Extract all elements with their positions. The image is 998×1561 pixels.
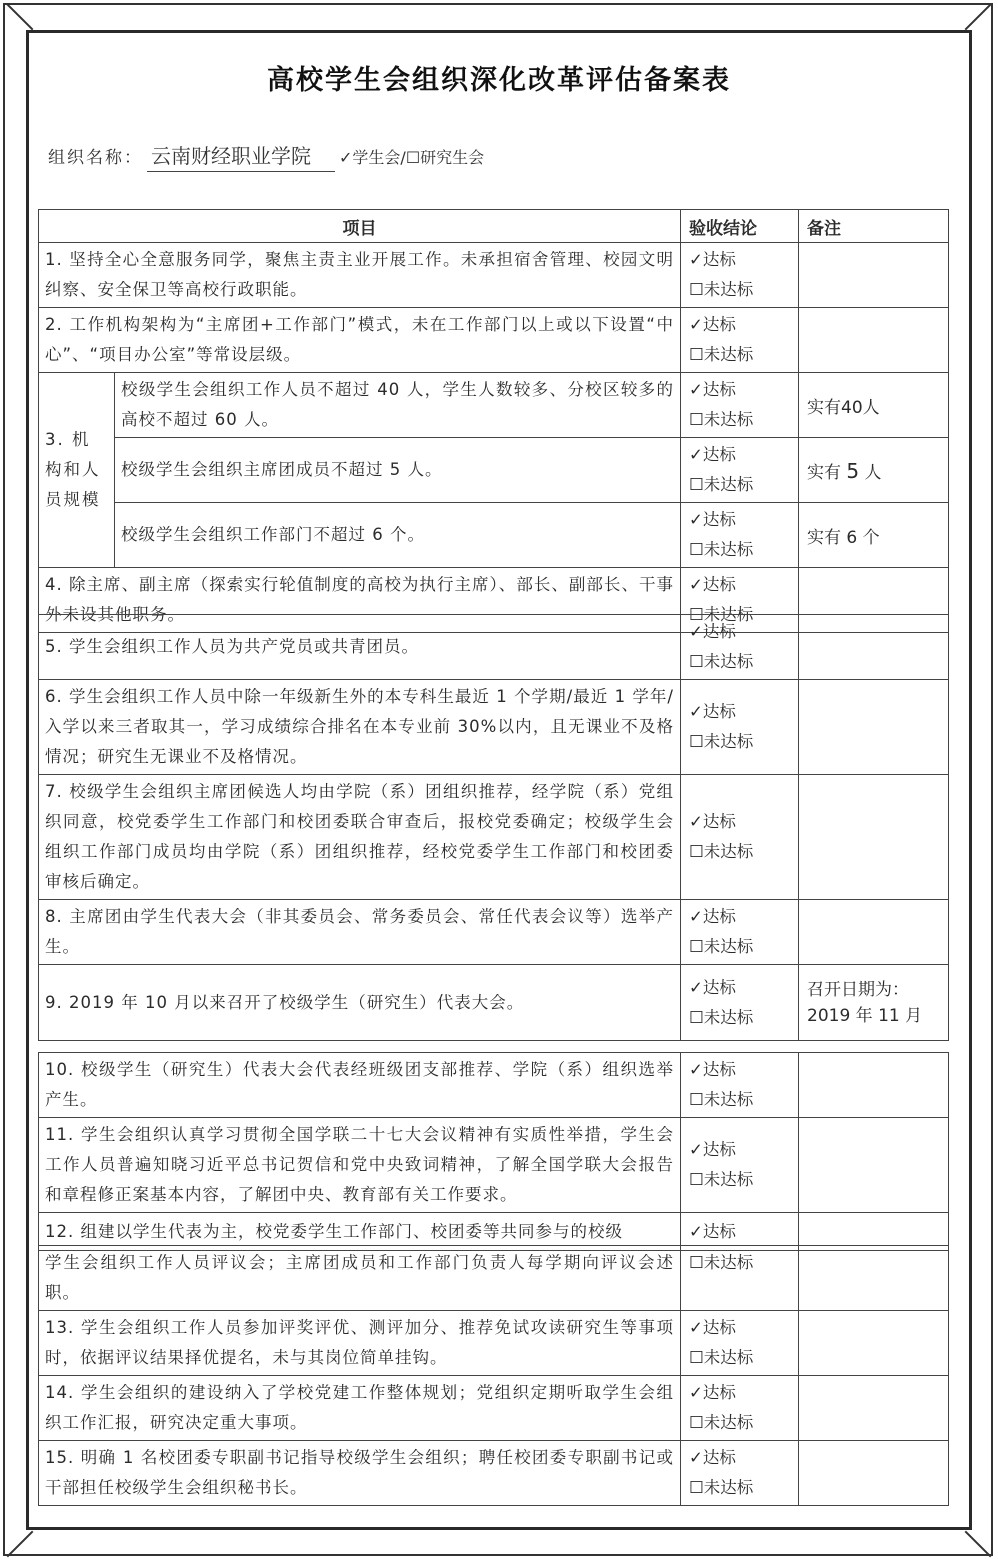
org-type-graduate-union[interactable]: ☐研究生会	[405, 148, 485, 167]
note-cell	[799, 775, 949, 900]
fail-checkbox[interactable]: ☐未达标	[689, 605, 754, 624]
item3-label: 3. 机构和人员规模	[39, 373, 115, 568]
table-row	[39, 243, 949, 308]
table-row	[39, 1441, 949, 1506]
result-cell	[681, 438, 799, 503]
header-note: 备注	[799, 210, 949, 243]
note-count: 40	[841, 397, 863, 418]
fail-checkbox[interactable]: ☐未达标	[689, 410, 754, 429]
item-text: 15. 明确 1 名校团委专职副书记指导校级学生会组织；聘任校团委专职副书记或干部担任校级学生会组织秘书长。	[39, 1441, 681, 1506]
organization-line	[48, 140, 484, 172]
result-cell	[681, 615, 799, 680]
fail-checkbox[interactable]: ☐未达标	[689, 280, 754, 299]
note-cell	[799, 1246, 949, 1311]
header-item: 项目	[39, 210, 681, 243]
pass-checkbox[interactable]: ✓达标	[689, 380, 736, 399]
note-count: 6	[846, 527, 858, 548]
assessment-table-part2	[38, 614, 949, 1041]
result-cell	[681, 1118, 799, 1213]
table-row	[39, 900, 949, 965]
table-row	[39, 438, 949, 503]
document-title: 高校学生会组织深化改革评估备案表	[267, 65, 731, 96]
table-row	[39, 308, 949, 373]
note-cell	[799, 900, 949, 965]
fail-checkbox[interactable]: ☐未达标	[689, 1007, 754, 1027]
meeting-date: 2019 年 11 月	[807, 1005, 923, 1026]
result-cell	[681, 1441, 799, 1506]
header-result: 验收结论	[681, 210, 799, 243]
note-cell	[799, 1118, 949, 1213]
pass-checkbox[interactable]: ✓达标	[689, 1318, 736, 1337]
result-cell	[681, 373, 799, 438]
table-row	[39, 1053, 949, 1118]
org-name-label: 组织名称：	[48, 148, 143, 168]
table-row	[39, 1376, 949, 1441]
note-cell	[799, 243, 949, 308]
note-cell	[799, 1441, 949, 1506]
pass-checkbox[interactable]: ✓达标	[689, 510, 736, 529]
note-cell: 实有40人	[799, 373, 949, 438]
pass-checkbox[interactable]: ✓达标	[689, 812, 736, 831]
fail-checkbox[interactable]: ☐未达标	[689, 732, 754, 751]
pass-checkbox[interactable]: ✓达标	[689, 977, 736, 997]
item-text: 1. 坚持全心全意服务同学，聚焦主责主业开展工作。未承担宿舍管理、校园文明纠察、安全保卫等高校行政职能。	[39, 243, 681, 308]
assessment-table-part3	[38, 1052, 949, 1251]
fail-checkbox[interactable]: ☐未达标	[689, 540, 754, 559]
item-text: 2. 工作机构架构为“主席团+工作部门”模式，未在工作部门以上或以下设置“中心”、“项目办公室”等常设层级。	[39, 308, 681, 373]
note-cell	[799, 680, 949, 775]
note-cell: 实有 5 人	[799, 438, 949, 503]
pass-checkbox[interactable]: ✓达标	[689, 1140, 736, 1159]
note-cell	[799, 1376, 949, 1441]
pass-checkbox[interactable]: ✓达标	[689, 1060, 736, 1079]
item-text: 5. 学生会组织工作人员为共产党员或共青团员。	[39, 615, 681, 680]
pass-checkbox[interactable]: ✓达标	[689, 315, 736, 334]
item-text: 7. 校级学生会组织主席团候选人均由学院（系）团组织推荐，经学院（系）党组织同意，校党委学生工作部门和校团委联合审查后，报校党委确定；校级学生会组织工作部门成员均由学院（系）团组织推荐，经校党委学生工作部门和校团委审核后确定。	[39, 775, 681, 900]
table-row	[39, 1246, 949, 1311]
fail-checkbox[interactable]: ☐未达标	[689, 937, 754, 956]
fail-checkbox[interactable]: ☐未达标	[689, 652, 754, 671]
pass-checkbox[interactable]: ✓达标	[689, 250, 736, 269]
item3-sub-text: 校级学生会组织工作部门不超过 6 个。	[115, 503, 681, 568]
item-text: 14. 学生会组织的建设纳入了学校党建工作整体规划；党组织定期听取学生会组织工作汇报，研究决定重大事项。	[39, 1376, 681, 1441]
result-cell	[681, 900, 799, 965]
org-name-value[interactable]: 云南财经职业学院	[147, 140, 335, 172]
assessment-table-part1	[38, 209, 949, 633]
fail-checkbox[interactable]: ☐未达标	[689, 1170, 754, 1189]
item-text: 12. 组建以学生代表为主，校党委学生工作部门、校团委等共同参与的校级	[39, 1213, 681, 1251]
result-cell	[681, 243, 799, 308]
fail-checkbox[interactable]: ☐未达标	[689, 1348, 754, 1367]
fail-checkbox[interactable]: ☐未达标	[689, 1478, 754, 1497]
table-row	[39, 373, 949, 438]
note-count: 5	[846, 458, 860, 483]
note-cell	[799, 1311, 949, 1376]
pass-checkbox[interactable]: ✓达标	[689, 622, 736, 641]
fail-checkbox[interactable]: ☐未达标	[689, 345, 754, 364]
item-text: 13. 学生会组织工作人员参加评奖评优、测评加分、推荐免试攻读研究生等事项时，依据评议结果择优提名，未与其岗位简单挂钩。	[39, 1311, 681, 1376]
item-text: 学生会组织工作人员评议会；主席团成员和工作部门负责人每学期向评议会述职。	[39, 1246, 681, 1311]
item-text: 4. 除主席、副主席（探索实行轮值制度的高校为执行主席）、部长、副部长、干事外未设其他职务。	[39, 568, 681, 633]
pass-checkbox[interactable]: ✓达标	[689, 445, 736, 464]
pass-checkbox[interactable]: ✓达标	[689, 1383, 736, 1402]
table-row	[39, 775, 949, 900]
fail-checkbox[interactable]: ☐未达标	[689, 475, 754, 494]
note-cell	[799, 308, 949, 373]
result-cell	[681, 965, 799, 1041]
pass-checkbox[interactable]: ✓达标	[689, 1448, 736, 1467]
result-cell	[681, 1311, 799, 1376]
table-row	[39, 615, 949, 680]
table-row	[39, 1311, 949, 1376]
pass-checkbox[interactable]: ✓达标	[689, 907, 736, 926]
note-cell	[799, 615, 949, 680]
item3-sub-text: 校级学生会组织主席团成员不超过 5 人。	[115, 438, 681, 503]
table-row	[39, 503, 949, 568]
item-text: 10. 校级学生（研究生）代表大会代表经班级团支部推荐、学院（系）组织选举产生。	[39, 1053, 681, 1118]
item-text: 6. 学生会组织工作人员中除一年级新生外的本专科生最近 1 个学期/最近 1 学年/入学以来三者取其一，学习成绩综合排名在本专业前 30%以内，且无课业不及格情况；研究生无课业不及格情况。	[39, 680, 681, 775]
item-text: 11. 学生会组织认真学习贯彻全国学联二十七大会议精神有实质性举措，学生会工作人员普遍知晓习近平总书记贺信和党中央致词精神，了解全国学联大会报告和章程修正案基本内容，了解团中央、教育部有关工作要求。	[39, 1118, 681, 1213]
note-cell: 召开日期为： 2019 年 11 月	[799, 965, 949, 1041]
fail-checkbox[interactable]: ☐未达标	[689, 1253, 754, 1272]
note-cell	[799, 1053, 949, 1118]
result-cell	[681, 1376, 799, 1441]
result-cell	[681, 503, 799, 568]
item-text: 8. 主席团由学生代表大会（非其委员会、常务委员会、常任代表会议等）选举产生。	[39, 900, 681, 965]
note-cell: 实有 6 个	[799, 503, 949, 568]
result-cell	[681, 1246, 799, 1311]
pass-checkbox[interactable]: ✓达标	[689, 575, 736, 594]
table-row	[39, 680, 949, 775]
fail-checkbox[interactable]: ☐未达标	[689, 1090, 754, 1109]
result-cell	[681, 680, 799, 775]
result-cell	[681, 308, 799, 373]
pass-checkbox[interactable]: ✓达标	[689, 702, 736, 721]
fail-checkbox[interactable]: ☐未达标	[689, 842, 754, 861]
org-type-student-union[interactable]: ✓学生会/	[339, 148, 406, 167]
table-row	[39, 965, 949, 1041]
table-row	[39, 1118, 949, 1213]
result-cell	[681, 1053, 799, 1118]
item3-sub-text: 校级学生会组织工作人员不超过 40 人，学生人数较多、分校区较多的高校不超过 60 人。	[115, 373, 681, 438]
pass-checkbox[interactable]: ✓达标	[689, 1221, 736, 1241]
result-cell	[681, 775, 799, 900]
item-text: 9. 2019 年 10 月以来召开了校级学生（研究生）代表大会。	[39, 965, 681, 1041]
assessment-table-part4	[38, 1245, 949, 1506]
fail-checkbox[interactable]: ☐未达标	[689, 1413, 754, 1432]
